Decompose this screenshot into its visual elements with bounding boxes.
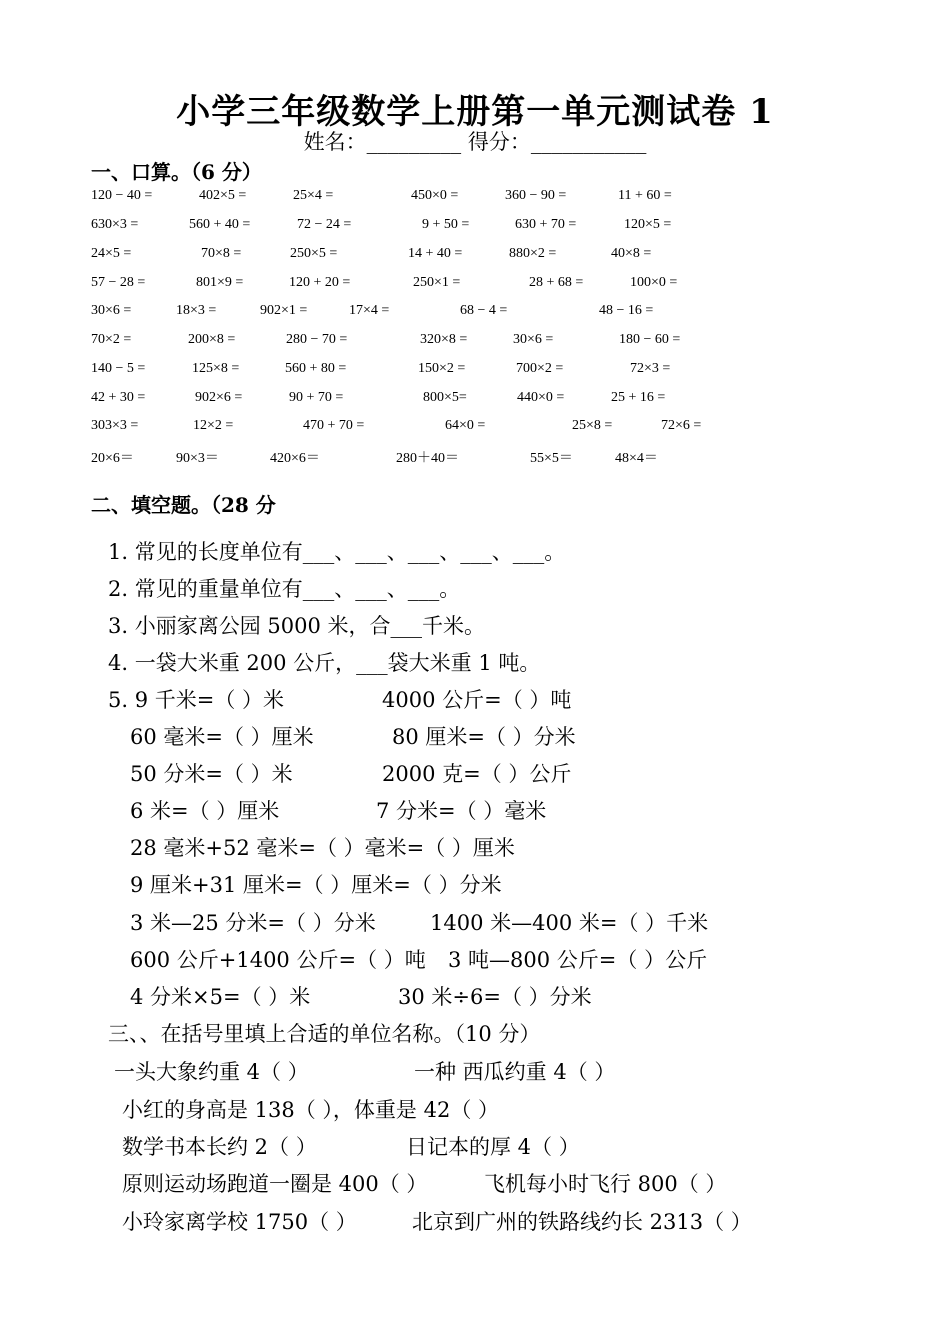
oral-problem: 70×2 = (91, 332, 132, 347)
unit-right: 北京到广州的铁路线约长 2313（ ） (412, 1210, 752, 1234)
oral-problem: 72×6 = (661, 418, 702, 433)
oral-problem: 90 + 70 = (289, 390, 344, 405)
conversion-row (130, 944, 708, 974)
oral-calculation-grid (0, 0, 950, 480)
conversion-left: 50 分米=（ ）米 (130, 762, 293, 786)
oral-problem: 320×8 = (420, 332, 468, 347)
conversion-left: 600 公斤+1400 公斤=（ ）吨 (130, 948, 426, 972)
conversion-row (130, 832, 515, 862)
oral-problem: 800×5= (423, 390, 467, 405)
conversion-row (130, 869, 502, 899)
oral-problem: 25 + 16 = (611, 390, 666, 405)
oral-problem: 250×1 = (413, 275, 461, 290)
unit-row (122, 1206, 752, 1236)
oral-problem: 280＋40＝ (396, 451, 459, 466)
oral-problem: 57 − 28 = (91, 275, 146, 290)
section2-heading: 二、填空题。（28 分 (91, 493, 276, 517)
oral-problem: 402×5 = (199, 188, 247, 203)
oral-problem: 880×2 = (509, 246, 557, 261)
conversion-right: 3 吨—800 公斤=（ ）公斤 (448, 948, 708, 972)
oral-problem: 420×6＝ (270, 451, 320, 466)
fill-item-2: 2. 常见的重量单位有___、___、___。 (108, 577, 461, 601)
oral-problem: 120 + 20 = (289, 275, 351, 290)
oral-problem: 18×3 = (176, 303, 217, 318)
conversion-left: 28 毫米+52 毫米=（ ）毫米=（ ）厘米 (130, 836, 515, 860)
oral-problem: 40×8 = (611, 246, 652, 261)
oral-problem: 280 − 70 = (286, 332, 348, 347)
oral-problem: 42 + 30 = (91, 390, 146, 405)
oral-problem: 72×3 = (630, 361, 671, 376)
oral-problem: 150×2 = (418, 361, 466, 376)
conversion-right: 1400 米—400 米=（ ）千米 (430, 911, 709, 935)
oral-problem: 55×5＝ (530, 451, 573, 466)
oral-problem: 70×8 = (201, 246, 242, 261)
oral-problem: 64×0 = (445, 418, 486, 433)
conversion-left: 6 米=（ ）厘米 (130, 799, 280, 823)
conversion-row (130, 981, 592, 1011)
oral-problem: 180 − 60 = (619, 332, 681, 347)
oral-problem: 9 + 50 = (422, 217, 470, 232)
unit-row (122, 1094, 499, 1124)
oral-problem: 120 − 40 = (91, 188, 153, 203)
section1-heading: 一、口算。（6 分） (91, 160, 262, 184)
conversion-row (130, 758, 572, 788)
oral-problem: 90×3＝ (176, 451, 219, 466)
oral-problem: 100×0 = (630, 275, 678, 290)
section3-heading: 三、、在括号里填上合适的单位名称。（10 分） (108, 1022, 541, 1046)
oral-problem: 24×5 = (91, 246, 132, 261)
oral-problem: 48×4＝ (615, 451, 658, 466)
conversion-left: 5. 9 千米=（ ）米 (108, 688, 285, 712)
unit-row (122, 1168, 727, 1198)
conversion-right: 30 米÷6=（ ）分米 (398, 985, 592, 1009)
oral-problem: 250×5 = (290, 246, 338, 261)
conversion-right: 2000 克=（ ）公斤 (382, 762, 572, 786)
fill-item-3: 3. 小丽家离公园 5000 米，合___千米。 (108, 614, 486, 638)
oral-problem: 630 + 70 = (515, 217, 577, 232)
fill-item-4: 4. 一袋大米重 200 公斤，___袋大米重 1 吨。 (108, 651, 541, 675)
name-score-line: 姓名：_________ 得分：___________ (303, 130, 647, 154)
oral-problem: 120×5 = (624, 217, 672, 232)
fill-item-1: 1. 常见的长度单位有___、___、___、___、___。 (108, 540, 566, 564)
oral-problem: 902×6 = (195, 390, 243, 405)
oral-problem: 200×8 = (188, 332, 236, 347)
conversion-left: 60 毫米=（ ）厘米 (130, 725, 314, 749)
unit-left: 原则运动场跑道一圈是 400（ ） (122, 1172, 428, 1196)
unit-right: 一种 西瓜约重 4（ ） (414, 1060, 616, 1084)
conversion-right: 7 分米=（ ）毫米 (376, 799, 547, 823)
oral-problem: 30×6 = (91, 303, 132, 318)
conversion-row (130, 721, 576, 751)
oral-problem: 450×0 = (411, 188, 459, 203)
unit-right: 飞机每小时飞行 800（ ） (484, 1172, 727, 1196)
unit-right: 日记本的厚 4（ ） (406, 1135, 580, 1159)
page-title: 小学三年级数学上册第一单元测试卷 1 (176, 92, 774, 132)
unit-row (122, 1131, 580, 1161)
oral-problem: 440×0 = (517, 390, 565, 405)
unit-row (114, 1056, 616, 1086)
conversion-left: 4 分米×5=（ ）米 (130, 985, 311, 1009)
oral-problem: 14 + 40 = (408, 246, 463, 261)
oral-problem: 303×3 = (91, 418, 139, 433)
oral-problem: 20×6＝ (91, 451, 134, 466)
conversion-right: 80 厘米=（ ）分米 (392, 725, 576, 749)
oral-problem: 25×8 = (572, 418, 613, 433)
oral-problem: 11 + 60 = (618, 188, 672, 203)
conversion-row (130, 795, 547, 825)
oral-problem: 630×3 = (91, 217, 139, 232)
oral-problem: 12×2 = (193, 418, 234, 433)
oral-problem: 700×2 = (516, 361, 564, 376)
oral-problem: 902×1 = (260, 303, 308, 318)
unit-left: 小玲家离学校 1750（ ） (122, 1210, 357, 1234)
unit-left: 一头大象约重 4（ ） (114, 1060, 309, 1084)
oral-problem: 48 − 16 = (599, 303, 654, 318)
oral-problem: 560 + 40 = (189, 217, 251, 232)
oral-problem: 140 − 5 = (91, 361, 146, 376)
unit-left: 数学书本长约 2（ ） (122, 1135, 317, 1159)
oral-problem: 360 − 90 = (505, 188, 567, 203)
conversion-left: 9 厘米+31 厘米=（ ）厘米=（ ）分米 (130, 873, 502, 897)
oral-problem: 72 − 24 = (297, 217, 352, 232)
oral-problem: 560 + 80 = (285, 361, 347, 376)
oral-problem: 25×4 = (293, 188, 334, 203)
oral-problem: 28 + 68 = (529, 275, 584, 290)
oral-problem: 68 − 4 = (460, 303, 508, 318)
oral-problem: 125×8 = (192, 361, 240, 376)
conversion-left: 3 米—25 分米=（ ）分米 (130, 911, 376, 935)
unit-left: 小红的身高是 138（ ），体重是 42（ ） (122, 1098, 500, 1122)
conversion-right: 4000 公斤=（ ）吨 (382, 688, 572, 712)
oral-problem: 30×6 = (513, 332, 554, 347)
oral-problem: 801×9 = (196, 275, 244, 290)
conversion-row (130, 907, 709, 937)
oral-problem: 470 + 70 = (303, 418, 365, 433)
conversion-row (108, 684, 572, 714)
oral-problem: 17×4 = (349, 303, 390, 318)
